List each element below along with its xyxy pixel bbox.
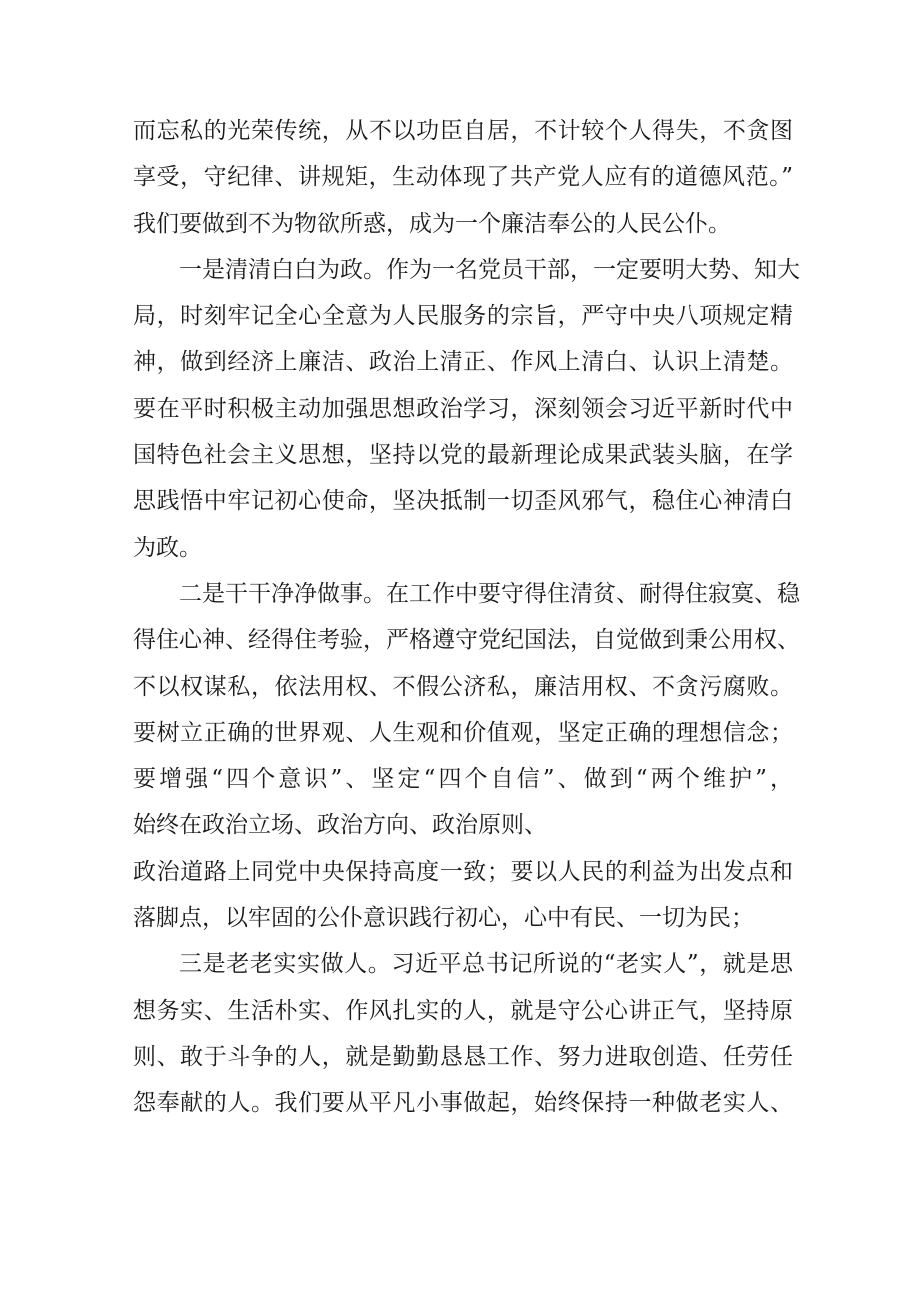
text-line: 不以权谋私，依法用权、不假公济私，廉洁用权、不贪污腐败。: [133, 673, 793, 700]
paragraph-heading-line: 二是干干净净做事。在工作中要守得住清贫、耐得住寂寞、稳: [179, 580, 800, 607]
text-line: 政治道路上同党中央保持高度一致；要以人民的利益为出发点和: [133, 858, 793, 885]
text-line: 始终在政治立场、政治方向、政治原则、: [133, 812, 547, 839]
text-line: 为政。: [133, 534, 202, 561]
text-line: 要树立正确的世界观、人生观和价值观，坚定正确的理想信念；: [133, 719, 793, 746]
text-line: 怨奉献的人。我们要从平凡小事做起，始终保持一种做老实人、: [133, 1090, 793, 1117]
text-line: 得住心神、经得住考验，严格遵守党纪国法，自觉做到秉公用权、: [133, 627, 800, 654]
text-line: 局，时刻牢记全心全意为人民服务的宗旨，严守中央八项规定精: [133, 303, 793, 330]
text-line: 享受，守纪律、讲规矩，生动体现了共产党人应有的道德风范。”: [133, 164, 793, 191]
text-line: 思践悟中牢记初心使命，坚决抵制一切歪风邪气，稳住心神清白: [133, 488, 793, 515]
text-line: 则、敢于斗争的人，就是勤勤恳恳工作、努力进取创造、任劳任: [133, 1043, 793, 1070]
text-line: 而忘私的光荣传统，从不以功臣自居，不计较个人得失，不贪图: [133, 118, 793, 144]
text-line: 神，做到经济上廉洁、政治上清正、作风上清白、认识上清楚。: [133, 349, 793, 376]
text-line: 想务实、生活朴实、作风扎实的人，就是守公心讲正气，坚持原: [133, 997, 793, 1024]
paragraph-heading-line: 三是老老实实做人。习近平总书记所说的“老实人”，就是思: [179, 951, 793, 978]
paragraph-heading-line: 一是清清白白为政。作为一名党员干部，一定要明大势、知大: [179, 256, 800, 283]
text-line: 要在平时积极主动加强思想政治学习，深刻领会习近平新时代中: [133, 395, 793, 422]
text-line: 落脚点，以牢固的公仆意识践行初心，心中有民、一切为民；: [133, 905, 754, 932]
text-line: 国特色社会主义思想，坚持以党的最新理论成果武装头脑，在学: [133, 442, 793, 469]
text-line: 要增强“四个意识”、坚定“四个自信”、做到“两个维护”，: [133, 766, 793, 793]
text-line: 我们要做到不为物欲所惑，成为一个廉洁奉公的人民公仆。: [133, 210, 731, 237]
document-body: [133, 108, 800, 1127]
